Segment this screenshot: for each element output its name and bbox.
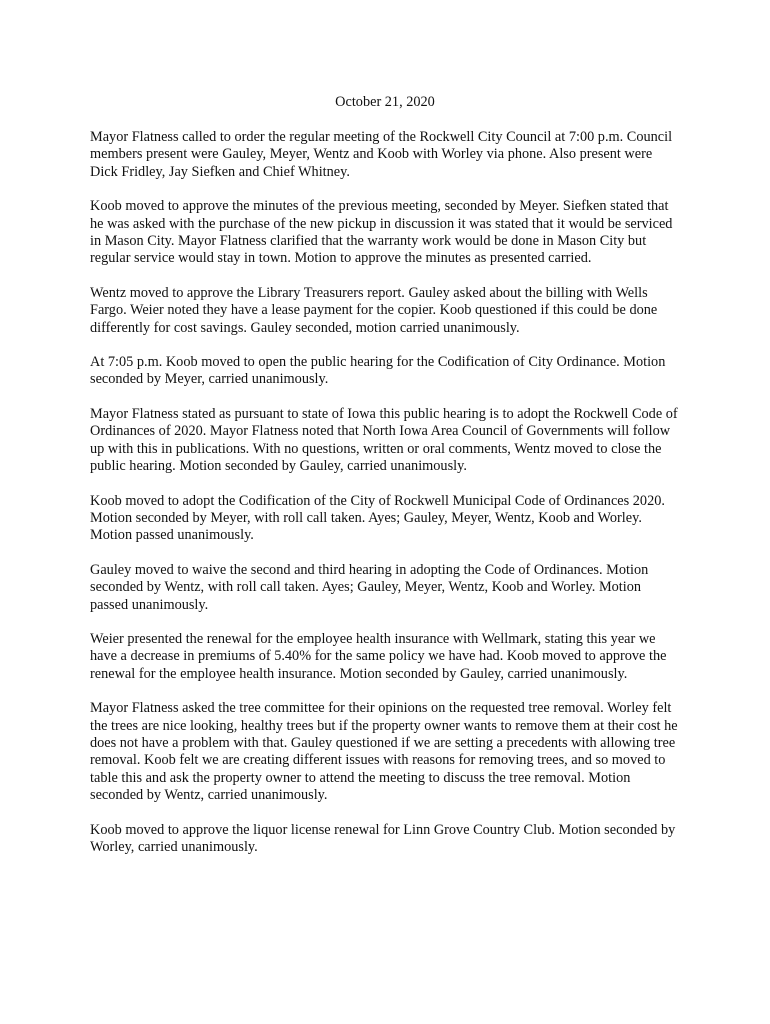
paragraph-waive-hearings: Gauley moved to waive the second and third hearing in adopting the Code of Ordinances. Motion seconded by Wentz, with roll call taken. Ayes; Gauley, Meyer, Wentz, Koob and Worley. Motion passed unanimously. — [90, 561, 649, 613]
paragraph-health-insurance: Weier presented the renewal for the employee health insurance with Wellmark, stating this year we have a decrease in premiums of 5.40% for the same policy we have had. Koob moved to approve the renewal for the employee health insurance. Motion seconded by Gauley, carried unanimously. — [90, 630, 667, 682]
meeting-date: October 21, 2020 — [335, 94, 435, 110]
minutes-body — [90, 129, 678, 873]
paragraph-open-hearing: At 7:05 p.m. Koob moved to open the public hearing for the Codification of City Ordinance. Motion seconded by Meyer, carried unanimously. — [90, 354, 666, 388]
paragraph-minutes-approval: Koob moved to approve the minutes of the previous meeting, seconded by Meyer. Siefken stated that he was asked with the purchase of the new pickup in discussion it was stated that it would be serviced in Mason City. Mayor Flatness clarified that the warranty work would be done in Mason City but regular service would stay in town. Motion to approve the minutes as presented carried. — [90, 198, 673, 267]
paragraph-library-report: Wentz moved to approve the Library Treasurers report. Gauley asked about the billing with Wells Fargo. Weier noted they have a lease payment for the copier. Koob questioned if this could be done differently for cost savings. Gauley seconded, motion carried unanimously. — [90, 284, 658, 336]
paragraph-liquor-license: Koob moved to approve the liquor license renewal for Linn Grove Country Club. Motion seconded by Worley, carried unanimously. — [90, 821, 676, 855]
paragraph-hearing-statement: Mayor Flatness stated as pursuant to state of Iowa this public hearing is to adopt the Rockwell Code of Ordinances of 2020. Mayor Flatness noted that North Iowa Area Council of Governments will follow up with this in publications. With no questions, written or oral comments, Wentz moved to close the public hearing. Motion seconded by Gauley, carried unanimously. — [90, 405, 678, 475]
paragraph-tree-removal: Mayor Flatness asked the tree committee for their opinions on the requested tree removal. Worley felt the trees are nice looking, healthy trees but if the property owner wants to remove them at their cost he does not have a problem with that. Gauley questioned if we are setting a precedents with allowing tree removal. Koob felt we are creating different issues with reasons for removing trees, and so moved to table this and ask the property owner to attend the meeting to discuss the tree removal. Motion seconded by Wentz, carried unanimously. — [90, 700, 678, 804]
paragraph-call-to-order: Mayor Flatness called to order the regular meeting of the Rockwell City Council at 7:00 p.m. Council members present were Gauley, Meyer, Wentz and Koob with Worley via phone. Also present were Dick Fridley, Jay Siefken and Chief Whitney. — [90, 129, 673, 180]
paragraph-adopt-codification: Koob moved to adopt the Codification of the City of Rockwell Municipal Code of Ordinances 2020. Motion seconded by Meyer, with roll call taken. Ayes; Gauley, Meyer, Wentz, Koob and Worley. Motion passed unanimously. — [90, 492, 665, 544]
